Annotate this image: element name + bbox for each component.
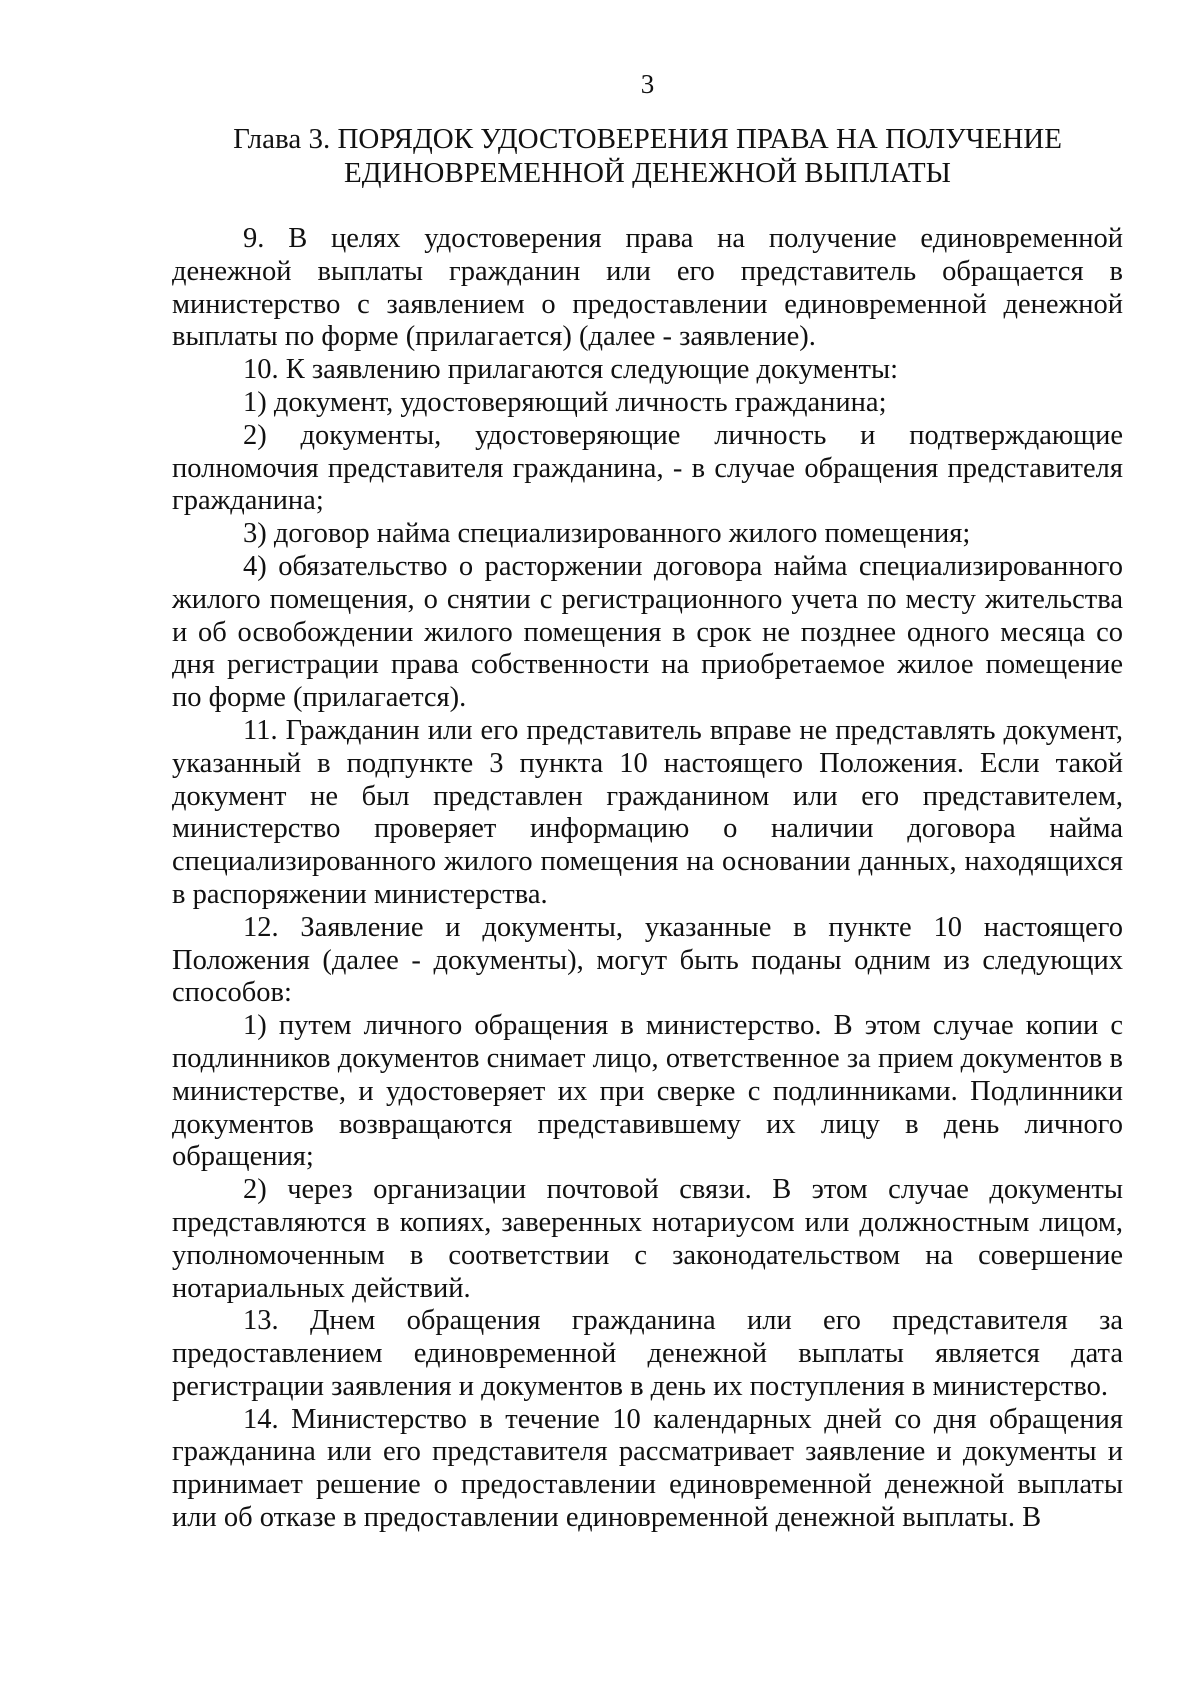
paragraph-14: 14. Министерство в течение 10 календарных дней со дня обращения гражданина или его представителя рассматривает заявление и документы и принимает решение о предоставлении единовременной денежной выплаты или об отказе в предоставлении единовременной денежной выплаты. В [172,1403,1123,1534]
paragraph-12-item-2: 2) через организации почтовой связи. В этом случае документы представляются в копиях, заверенных нотариусом или должностным лицом, уполномоченным в соответствии с законодательством на совершение нотариальных действий. [172,1174,1123,1304]
paragraph-10-item-4: 4) обязательство о расторжении договора найма специализированного жилого помещения, о снятии с регистрационного учета по месту жительства и об освобождении жилого помещения в срок не позднее одного месяца со дня регистрации права собственности на приобретаемое жилое помещение по форме (прилагается). [172,550,1123,714]
paragraph-12-item-1: 1) путем личного обращения в министерство. В этом случае копии с подлинников документов снимает лицо, ответственное за прием документов в министерстве, и удостоверяет их при сверке с подлинниками. Подлинники документов возвращаются представившему их лицу в день личного обращения; [172,1010,1123,1173]
paragraph-10-item-1: 1) документ, удостоверяющий личность гражданина; [243,386,887,418]
page-number: 3 [640,69,655,99]
chapter-title [172,122,1123,190]
chapter-title-line-1: Глава 3. ПОРЯДОК УДОСТОВЕРЕНИЯ ПРАВА НА ПОЛУЧЕНИЕ [233,123,1062,155]
paragraph-10-item-2: 2) документы, удостоверяющие личность и подтверждающие полномочия представителя гражданина, - в случае обращения представителя гражданина; [172,419,1123,517]
paragraph-13: 13. Днем обращения гражданина или его представителя за предоставлением единовременной денежной выплаты является дата регистрации заявления и документов в день их поступления в министерство. [172,1305,1123,1402]
paragraph-11: 11. Гражданин или его представитель вправе не представлять документ, указанный в подпункте 3 пункта 10 настоящего Положения. Если такой документ не был представлен гражданином или его представителем, министерство проверяет информацию о наличии договора найма специализированного жилого помещения на основании данных, находящихся в распоряжении министерства. [172,714,1123,910]
paragraph-9: 9. В целях удостоверения права на получение единовременной денежной выплаты гражданин или его представитель обращается в министерство с заявлением о предоставлении единовременной денежной выплаты по форме (прилагается) (далее - заявление). [172,223,1123,353]
document-body [172,223,1123,1535]
paragraph-10: 10. К заявлению прилагаются следующие документы: [243,354,899,386]
paragraph-10-item-3: 3) договор найма специализированного жилого помещения; [243,518,971,550]
chapter-title-line-2: ЕДИНОВРЕМЕННОЙ ДЕНЕЖНОЙ ВЫПЛАТЫ [344,157,951,189]
paragraph-12: 12. Заявление и документы, указанные в пункте 10 настоящего Положения (далее - документы), могут быть поданы одним из следующих способов: [172,911,1123,1009]
